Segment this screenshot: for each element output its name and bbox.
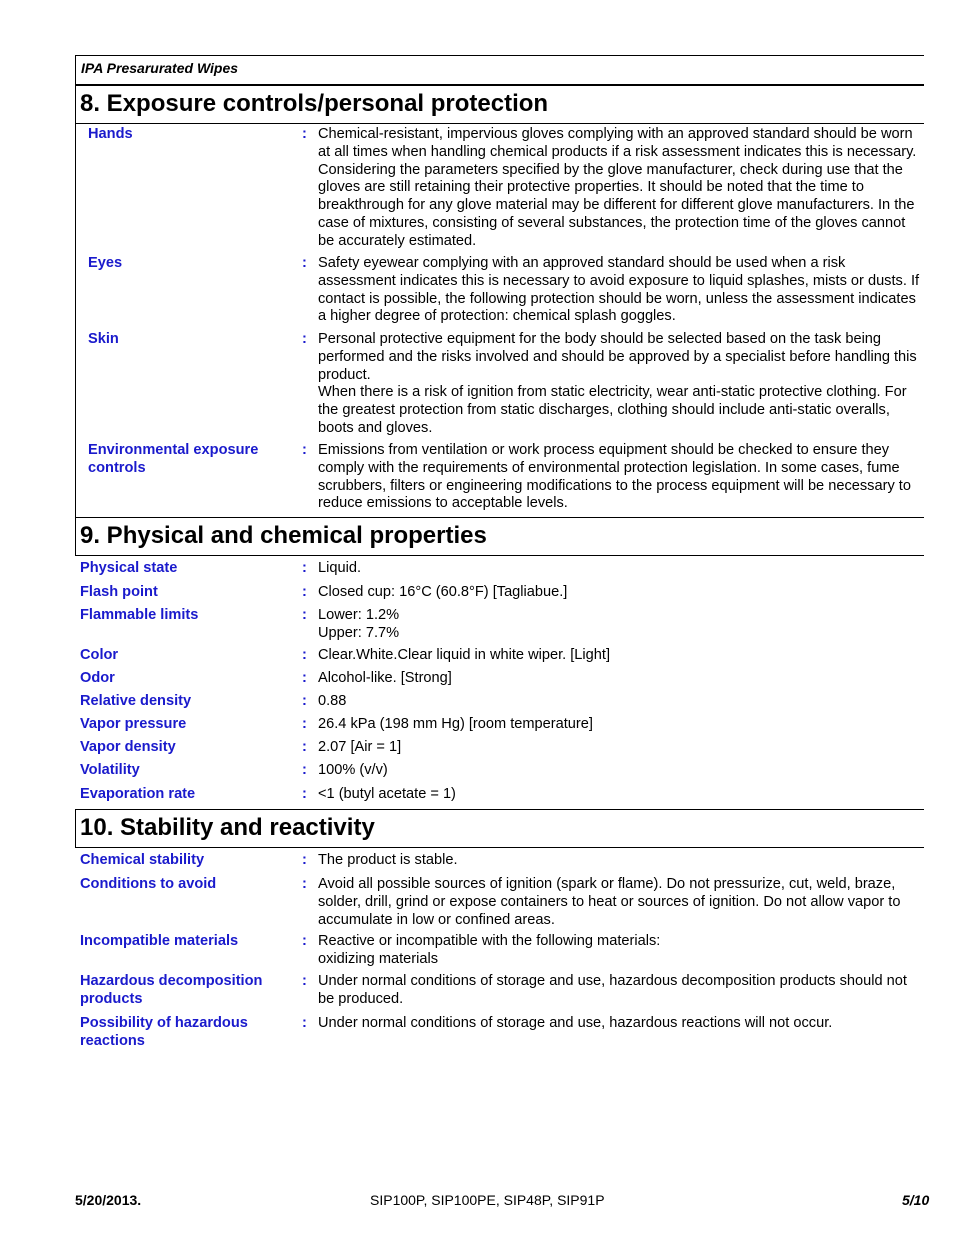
property-value: <1 (butyl acetate = 1) (318, 786, 456, 802)
footer-date: 5/20/2013. (75, 1192, 142, 1208)
property-label: Color (80, 647, 119, 663)
colon: : (302, 852, 307, 868)
property-label: Hazardous decomposition products (80, 973, 263, 1007)
colon: : (302, 255, 307, 271)
property-value: Chemical-resistant, impervious gloves complying with an approved standard should be worn at all times when handling chemical products if a risk assessment indicates this is necessary. Considering the parameters specified by the glove manufacturer, check during use that the gloves are still retaining their protective properties. It should be noted that the time to breakthrough for any glove material may be different for different glove manufacturers. In the case of mixtures, consisting of several substances, the protection time of the gloves cannot be accurately estimated. (318, 126, 917, 249)
property-label: Conditions to avoid (80, 876, 217, 892)
property-value: 100% (v/v) (318, 762, 388, 778)
colon: : (302, 973, 307, 989)
colon: : (302, 716, 307, 732)
colon: : (302, 126, 307, 142)
property-label: Odor (80, 670, 115, 686)
footer-page-number: 5/10 (902, 1192, 930, 1208)
property-label: Relative density (80, 693, 192, 709)
colon: : (302, 442, 307, 458)
property-value: Lower: 1.2% Upper: 7.7% (318, 607, 400, 641)
property-label: Incompatible materials (80, 933, 239, 949)
colon: : (302, 331, 307, 347)
document-header (75, 55, 924, 85)
property-value: 0.88 (318, 693, 347, 709)
property-label: Physical state (80, 560, 178, 576)
colon: : (302, 607, 307, 623)
property-label: Evaporation rate (80, 786, 196, 802)
property-value: Personal protective equipment for the body should be selected based on the task being performed and the risks involved and should be approved by a specialist before handling this product. When there is a risk of ignition from static electricity, wear anti-static protective clothing. For the greatest protection from static discharges, clothing should include anti-static overalls, boots and gloves. (318, 331, 917, 436)
colon: : (302, 560, 307, 576)
colon: : (302, 693, 307, 709)
colon: : (302, 786, 307, 802)
colon: : (302, 739, 307, 755)
section-8-title: 8. Exposure controls/personal protection (75, 85, 924, 124)
property-label: Hands (88, 126, 133, 142)
colon: : (302, 670, 307, 686)
property-label: Environmental exposure controls (88, 442, 259, 476)
section-10-title: 10. Stability and reactivity (75, 809, 924, 848)
property-label: Possibility of hazardous reactions (80, 1015, 248, 1049)
colon: : (302, 584, 307, 600)
property-value: Under normal conditions of storage and use, hazardous reactions will not occur. (318, 1015, 833, 1031)
property-label: Flash point (80, 584, 158, 600)
colon: : (302, 762, 307, 778)
property-label: Eyes (88, 255, 123, 271)
section-9-title: 9. Physical and chemical properties (75, 517, 924, 556)
property-label: Vapor density (80, 739, 176, 755)
property-value: Liquid. (318, 560, 362, 576)
property-value: Under normal conditions of storage and use, hazardous decomposition products should not be produced. (318, 973, 907, 1007)
colon: : (302, 933, 307, 949)
colon: : (302, 647, 307, 663)
footer-product-codes: SIP100P, SIP100PE, SIP48P, SIP91P (370, 1192, 605, 1208)
property-value: The product is stable. (318, 852, 458, 868)
property-label: Chemical stability (80, 852, 205, 868)
property-label: Volatility (80, 762, 140, 778)
property-value: Closed cup: 16°C (60.8°F) [Tagliabue.] (318, 584, 568, 600)
colon: : (302, 876, 307, 892)
property-value: Safety eyewear complying with an approved standard should be used when a risk assessment indicates this is necessary to avoid exposure to liquid splashes, mists or dusts. If contact is possible, the following protection should be worn, unless the assessment indicates a higher degree of protection: chemical splash goggles. (318, 255, 920, 325)
property-value: Reactive or incompatible with the following materials: oxidizing materials (318, 933, 661, 967)
colon: : (302, 1015, 307, 1031)
property-value: 2.07 [Air = 1] (318, 739, 402, 755)
property-value: Clear.White.Clear liquid in white wiper. [Light] (318, 647, 611, 663)
property-value: Avoid all possible sources of ignition (spark or flame). Do not pressurize, cut, weld, braze, solder, drill, grind or expose containers to heat or sources of ignition. Do not allow vapor to accumulate in low or confined areas. (318, 876, 901, 928)
property-label: Vapor pressure (80, 716, 187, 732)
property-value: Alcohol-like. [Strong] (318, 670, 452, 686)
property-value: Emissions from ventilation or work process equipment should be checked to ensure they comply with the requirements of environmental protection legislation. In some cases, fume scrubbers, filters or engineering modifications to the process equipment will be necessary to reduce emissions to acceptable levels. (318, 442, 911, 512)
property-label: Flammable limits (80, 607, 199, 623)
property-label: Skin (88, 331, 119, 347)
product-name: IPA Presarurated Wipes (81, 60, 239, 76)
property-value: 26.4 kPa (198 mm Hg) [room temperature] (318, 716, 593, 732)
